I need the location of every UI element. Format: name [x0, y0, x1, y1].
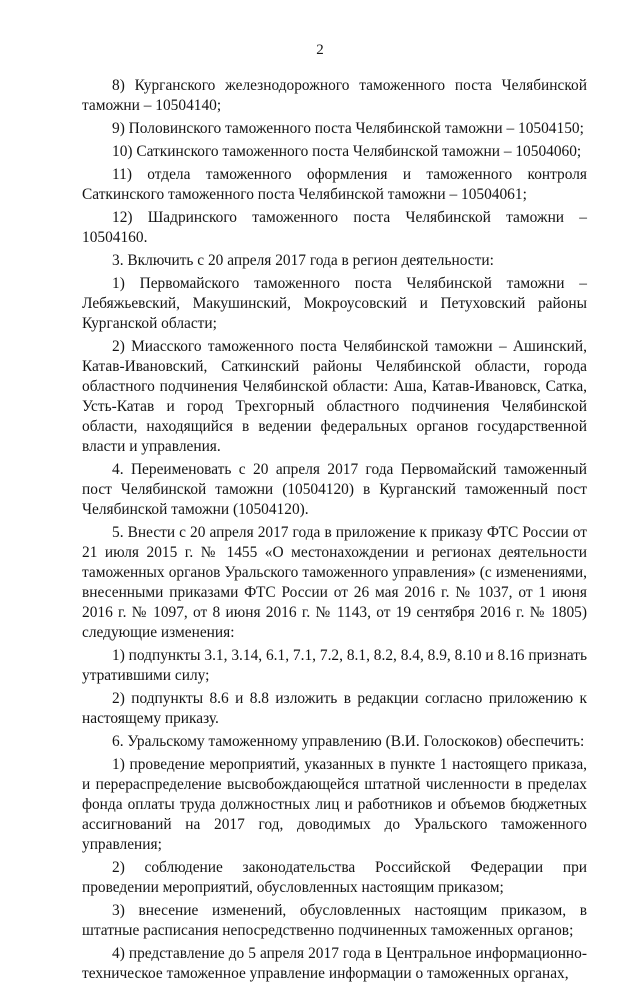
paragraph: 3) внесение изменений, обусловленных настоящим приказом, в штатные расписания непосредственно подчиненных таможенных органов;: [82, 902, 587, 939]
paragraph: 1) подпункты 3.1, 3.14, 6.1, 7.1, 7.2, 8.1, 8.2, 8.4, 8.9, 8.10 и 8.16 признать утратившими силу;: [82, 647, 587, 684]
paragraph: 10) Саткинского таможенного поста Челябинской таможни – 10504060;: [112, 143, 582, 160]
paragraph: 11) отдела таможенного оформления и таможенного контроля Саткинского таможенного поста Челябинской таможни – 10504061;: [82, 166, 587, 203]
paragraph: 1) проведение мероприятий, указанных в пункте 1 настоящего приказа, и перераспределение высвобождающейся штатной численности в пределах фонда оплаты труда должностных лиц и работников и объемов бюджетных ассигнований на 2017 год, доводимых до Уральского таможенного управления;: [82, 756, 587, 853]
paragraph: 8) Курганского железнодорожного таможенного поста Челябинской таможни – 10504140;: [82, 77, 587, 114]
document-body: [82, 76, 587, 987]
paragraph: 4) представление до 5 апреля 2017 года в Центральное информационно-техническое таможенное управление информации о таможенных органах,: [82, 945, 587, 982]
paragraph: 2) подпункты 8.6 и 8.8 изложить в редакции согласно приложению к настоящему приказу.: [82, 690, 587, 727]
paragraph: 12) Шадринского таможенного поста Челябинской таможни – 10504160.: [82, 209, 587, 246]
paragraph: 2) Миасского таможенного поста Челябинской таможни – Ашинский, Катав-Ивановский, Саткинский районы Челябинской области, города областного подчинения Челябинской области: Аша, Катав-Ивановск, Сатка, Усть-Катав и город Трехгорный областного подчинения Челябинской области, находящийся в ведении федеральных органов государственной власти и управления.: [82, 338, 587, 455]
paragraph: 9) Половинского таможенного поста Челябинской таможни – 10504150;: [112, 120, 584, 137]
paragraph: 5. Внести с 20 апреля 2017 года в приложение к приказу ФТС России от 21 июля 2015 г. № 1455 «О местонахождении и регионах деятельности таможенных органов Уральского таможенного управления» (с изменениями, внесенными приказами ФТС России от 26 мая 2016 г. № 1037, от 1 июня 2016 г. № 1097, от 8 июня 2016 г. № 1143, от 19 сентября 2016 г. № 1805) следующие изменения:: [82, 524, 587, 641]
paragraph: 4. Переименовать с 20 апреля 2017 года Первомайский таможенный пост Челябинской таможни (10504120) в Курганский таможенный пост Челябинской таможни (10504120).: [82, 461, 587, 518]
page-number: 2: [316, 42, 324, 58]
paragraph: 6. Уральскому таможенному управлению (В.И. Голоскоков) обеспечить:: [112, 733, 585, 750]
paragraph: 2) соблюдение законодательства Российской Федерации при проведении мероприятий, обусловленных настоящим приказом;: [82, 859, 587, 896]
paragraph: 3. Включить с 20 апреля 2017 года в регион деятельности:: [112, 252, 494, 269]
paragraph: 1) Первомайского таможенного поста Челябинской таможни – Лебяжьевский, Макушинский, Мокроусовский и Петуховский районы Курганской области;: [82, 275, 587, 332]
